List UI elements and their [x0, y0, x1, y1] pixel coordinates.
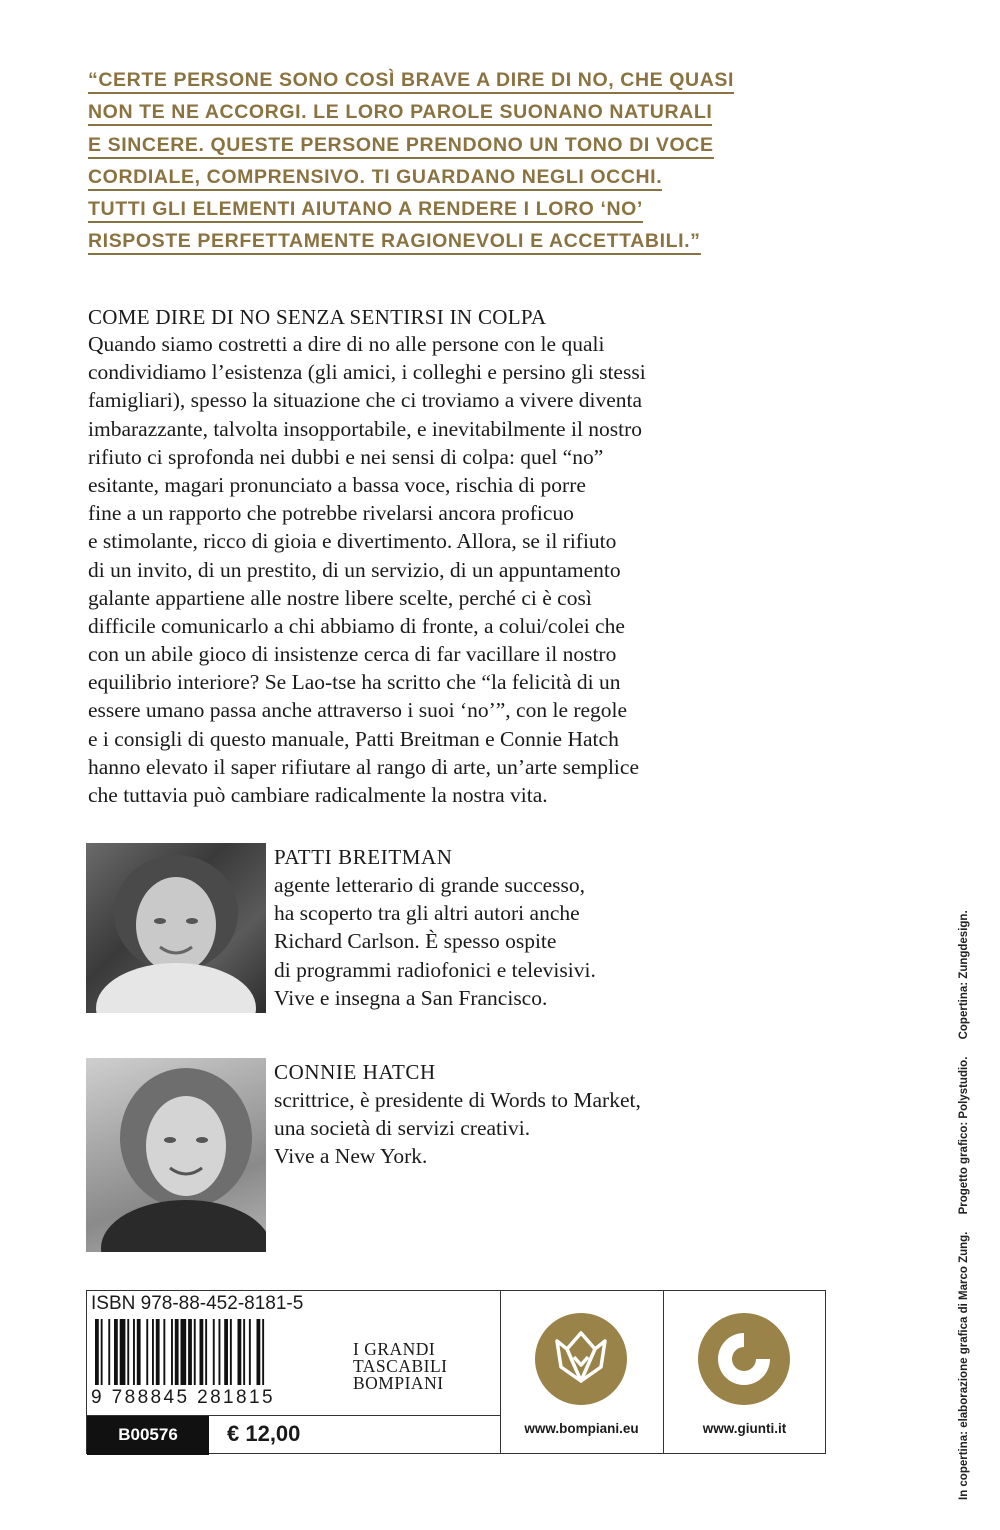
description-text — [88, 330, 818, 809]
cover-credits — [958, 820, 970, 1500]
credit-line: In copertina: elaborazione grafica di Marco Zung. — [958, 1231, 970, 1500]
description-line: galante appartiene alle nostre libere scelte, perché ci è così — [88, 585, 592, 610]
pull-quote — [88, 68, 788, 262]
isbn-label: ISBN 978-88-452-8181-5 — [91, 1293, 304, 1314]
author-bio-patti-breitman — [274, 843, 834, 1012]
description-line: e stimolante, ricco di gioia e divertimento. Allora, se il rifiuto — [88, 529, 617, 554]
quote-line: CORDIALE, COMPRENSIVO. TI GUARDANO NEGLI OCCHI. — [88, 165, 662, 191]
author-name: PATTI BREITMAN — [274, 845, 453, 869]
credit-line: Copertina: Zungdesign. — [958, 910, 970, 1040]
quote-line: E SINCERE. QUESTE PERSONE PRENDONO UN TONO DI VOCE — [88, 133, 714, 159]
barcode-icon — [93, 1319, 333, 1387]
description-line: Quando siamo costretti a dire di no alle persone con le quali — [88, 332, 605, 356]
description-line: di un invito, di un prestito, di un servizio, di un appuntamento — [88, 557, 621, 582]
quote-line: “CERTE PERSONE SONO COSÌ BRAVE A DIRE DI NO, CHE QUASI — [88, 68, 734, 94]
series-line: BOMPIANI — [353, 1373, 444, 1393]
quote-line: NON TE NE ACCORGI. LE LORO PAROLE SUONANO NATURALI — [88, 100, 712, 126]
description-line: imbarazzante, talvolta insopportabile, e inevitabilmente il nostro — [88, 416, 643, 441]
quote-line: TUTTI GLI ELEMENTI AIUTANO A RENDERE I LORO ‘NO’ — [88, 197, 643, 223]
author-photo-patti-breitman — [86, 843, 266, 1013]
description-line: fine a un rapporto che potrebbe rivelarsi ancora proficuo — [88, 501, 574, 526]
description-line: essere umano passa anche attraverso i suoi ‘no’”, con le regole — [88, 698, 628, 723]
author-bio-connie-hatch — [274, 1058, 834, 1171]
author-bio-line: agente letterario di grande successo, — [274, 873, 586, 897]
barcode-area — [87, 1291, 500, 1455]
giunti-logo-icon — [698, 1313, 790, 1405]
giunti-url: www.giunti.it — [702, 1421, 787, 1436]
barcode-digits: 9 788845 281815 — [91, 1387, 275, 1408]
author-bio-line: di programmi radiofonici e televisivi. — [274, 957, 596, 982]
author-bio-line: scrittrice, è presidente di Words to Market, — [274, 1088, 641, 1112]
author-bio-line: Vive a New York. — [274, 1144, 428, 1169]
price-row — [87, 1415, 500, 1456]
description-heading: COME DIRE DI NO SENZA SENTIRSI IN COLPA — [88, 305, 547, 329]
series-line: TASCABILI — [353, 1356, 448, 1376]
description-line: con un abile gioco di insistenze cerca di far vacillare il nostro — [88, 642, 617, 667]
series-line: I GRANDI — [353, 1339, 436, 1359]
author-name: CONNIE HATCH — [274, 1060, 436, 1084]
series-name — [353, 1341, 448, 1392]
description-line: difficile comunicarlo a chi abbiamo di fronte, a colui/colei che — [88, 613, 625, 638]
publisher-info-box — [86, 1290, 826, 1454]
author-bio-line: ha scoperto tra gli altri autori anche — [274, 901, 580, 926]
description-line: condividiamo l’esistenza (gli amici, i colleghi e persino gli stessi — [88, 360, 646, 385]
bompiani-logo-icon — [535, 1313, 627, 1405]
bompiani-url: www.bompiani.eu — [524, 1421, 639, 1436]
bompiani-logo-cell — [500, 1291, 663, 1455]
description-line: famigliari), spesso la situazione che ci troviamo a vivere diventa — [88, 388, 643, 413]
description-line: esitante, magari pronunciato a bassa voce, rischia di porre — [88, 472, 586, 497]
quote-line: RISPOSTE PERFETTAMENTE RAGIONEVOLI E ACCETTABILI.” — [88, 229, 701, 255]
giunti-logo-cell — [663, 1291, 826, 1455]
author-bio-line: Vive e insegna a San Francisco. — [274, 985, 548, 1010]
product-code-badge: B00576 — [87, 1416, 209, 1455]
description-line: equilibrio interiore? Se Lao-tse ha scritto che “la felicità di un — [88, 670, 621, 695]
description-line: rifiuto ci sprofonda nei dubbi e nei sensi di colpa: quel “no” — [88, 444, 604, 469]
description-line: che tuttavia può cambiare radicalmente la nostra vita. — [88, 783, 548, 807]
credit-line: Progetto grafico: Polystudio. — [958, 1056, 970, 1215]
description-line: e i consigli di questo manuale, Patti Breitman e Connie Hatch — [88, 726, 619, 751]
price: € 12,00 — [227, 1421, 301, 1446]
description-line: hanno elevato il saper rifiutare al rango di arte, un’arte semplice — [88, 754, 639, 779]
author-bio-line: una società di servizi creativi. — [274, 1116, 531, 1141]
author-bio-line: Richard Carlson. È spesso ospite — [274, 929, 557, 954]
author-photo-connie-hatch — [86, 1058, 266, 1252]
